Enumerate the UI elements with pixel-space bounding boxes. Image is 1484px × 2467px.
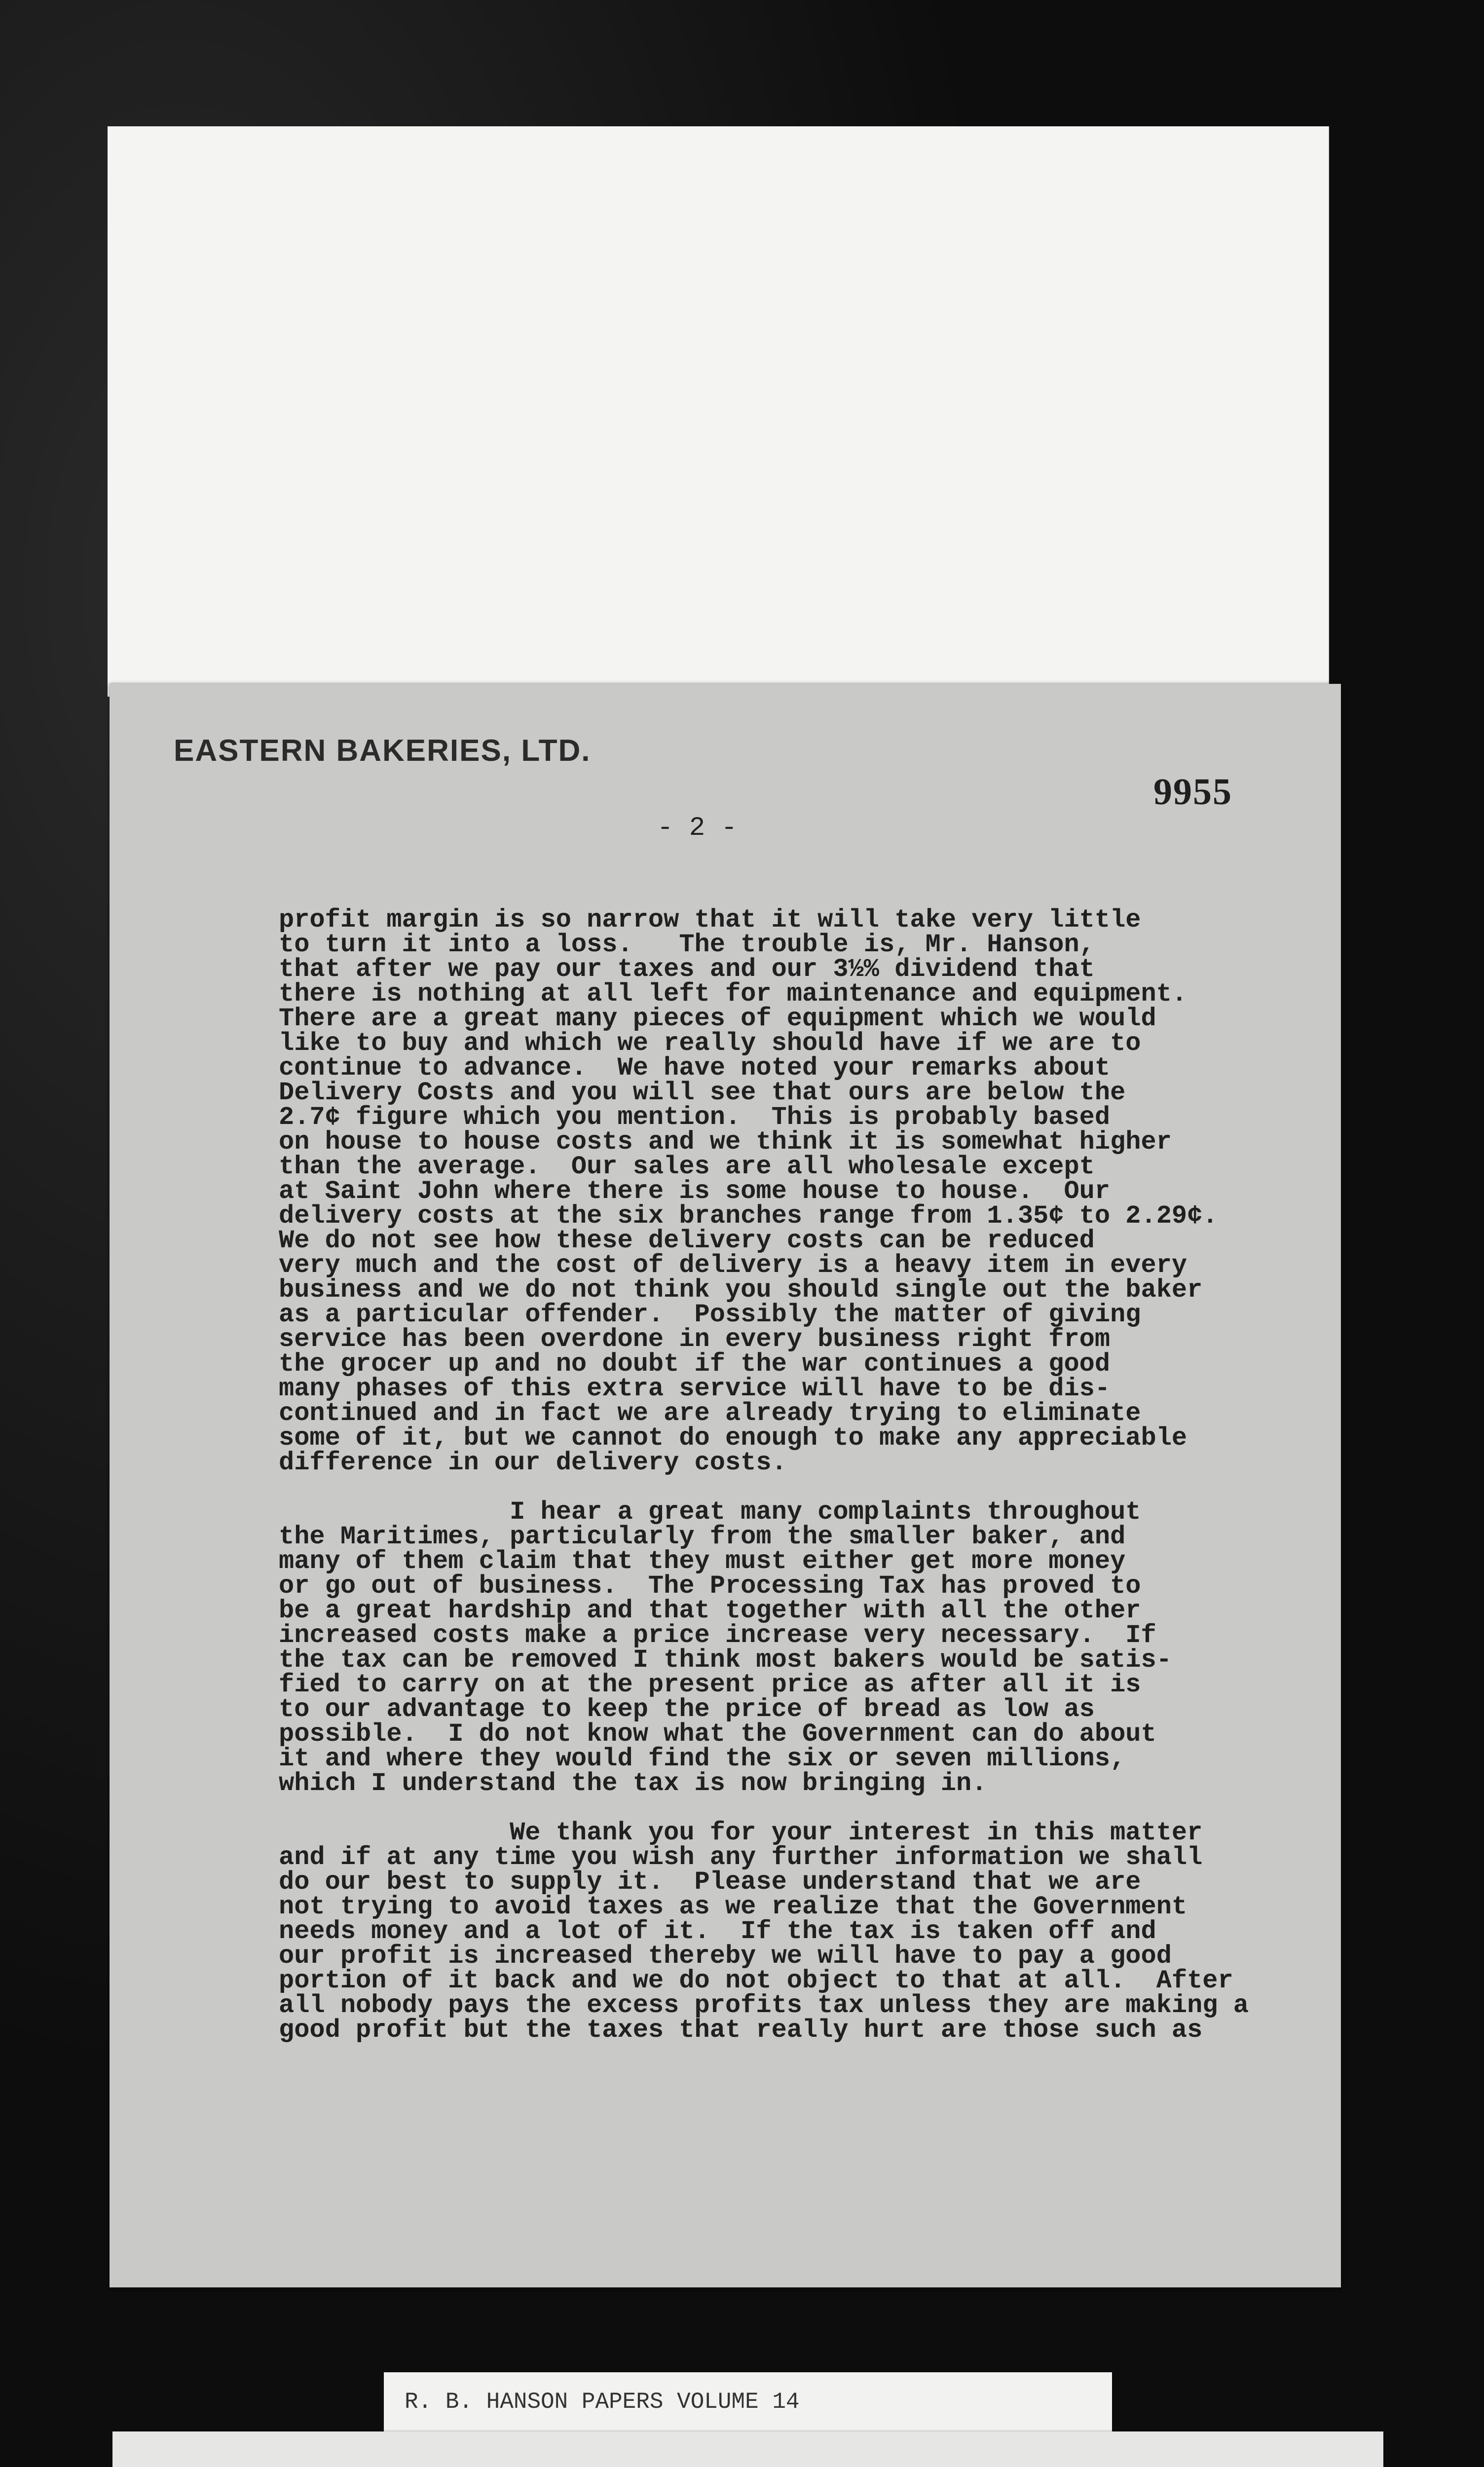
back-sheet xyxy=(108,126,1329,697)
body-line: like to buy and which we really should have if we are to xyxy=(279,1029,1141,1058)
body-line: increased costs make a price increase very necessary. If xyxy=(279,1621,1156,1650)
paragraph-gap xyxy=(279,1475,1295,1500)
body-line: Delivery Costs and you will see that ours are below the xyxy=(279,1078,1126,1107)
body-line: I hear a great many complaints throughout xyxy=(279,1497,1141,1527)
body-line: there is nothing at all left for maintenance and equipment. xyxy=(279,979,1187,1009)
body-line: difference in our delivery costs. xyxy=(279,1448,787,1477)
body-line: our profit is increased thereby we will have to pay a good xyxy=(279,1942,1172,1971)
body-line: portion of it back and we do not object to that at all. After xyxy=(279,1966,1233,1995)
body-line: be a great hardship and that together with all the other xyxy=(279,1596,1141,1625)
body-line: all nobody pays the excess profits tax unless they are making a xyxy=(279,1991,1249,2020)
body-line: than the average. Our sales are all wholesale except xyxy=(279,1152,1095,1181)
body-line: which I understand the tax is now bringing in. xyxy=(279,1769,987,1798)
body-line: the Maritimes, particularly from the smaller baker, and xyxy=(279,1522,1126,1551)
body-line: There are a great many pieces of equipment which we would xyxy=(279,1004,1156,1033)
page-number: - 2 - xyxy=(657,813,738,843)
body-line: many of them claim that they must either get more money xyxy=(279,1547,1126,1576)
body-line: continue to advance. We have noted your remarks about xyxy=(279,1053,1111,1083)
letter-page xyxy=(110,684,1341,2287)
document-number: 9955 xyxy=(1153,771,1232,813)
paragraph-gap xyxy=(279,1796,1295,1821)
body-line: delivery costs at the six branches range from 1.35¢ to 2.29¢. xyxy=(279,1201,1218,1231)
body-line: to our advantage to keep the price of bread as low as xyxy=(279,1695,1095,1724)
body-line: business and we do not think you should single out the baker xyxy=(279,1275,1203,1305)
body-line: and if at any time you wish any further information we shall xyxy=(279,1843,1203,1872)
body-line: many phases of this extra service will have to be dis- xyxy=(279,1374,1111,1403)
body-line: to turn it into a loss. The trouble is, Mr. Hanson, xyxy=(279,930,1095,959)
body-line: fied to carry on at the present price as after all it is xyxy=(279,1670,1141,1699)
body-line: profit margin is so narrow that it will take very little xyxy=(279,905,1141,934)
body-line: 2.7¢ figure which you mention. This is probably based xyxy=(279,1103,1111,1132)
archive-label-text: R. B. HANSON PAPERS VOLUME 14 xyxy=(405,2389,800,2415)
body-line: or go out of business. The Processing Tax has proved to xyxy=(279,1571,1141,1601)
archive-stamp xyxy=(112,2431,1383,2467)
body-line: the tax can be removed I think most bakers would be satis- xyxy=(279,1645,1172,1675)
body-line: We do not see how these delivery costs can be reduced xyxy=(279,1226,1095,1255)
body-line: do our best to supply it. Please understand that we are xyxy=(279,1868,1141,1897)
body-line: not trying to avoid taxes as we realize that the Government xyxy=(279,1892,1187,1921)
body-line: needs money and a lot of it. If the tax is taken off and xyxy=(279,1917,1156,1946)
letter-body xyxy=(279,905,1295,2045)
body-line: that after we pay our taxes and our 3½% dividend that xyxy=(279,955,1095,984)
body-line: some of it, but we cannot do enough to make any appreciable xyxy=(279,1423,1187,1453)
letterhead: EASTERN BAKERIES, LTD. xyxy=(174,734,591,768)
body-line: it and where they would find the six or seven millions, xyxy=(279,1744,1126,1773)
body-line: on house to house costs and we think it is somewhat higher xyxy=(279,1127,1172,1157)
body-line: We thank you for your interest in this matter xyxy=(279,1818,1203,1847)
body-line: service has been overdone in every business right from xyxy=(279,1325,1111,1354)
body-line: the grocer up and no doubt if the war continues a good xyxy=(279,1349,1111,1379)
archive-label xyxy=(384,2372,1112,2431)
body-line: very much and the cost of delivery is a heavy item in every xyxy=(279,1251,1187,1280)
body-line: good profit but the taxes that really hurt are those such as xyxy=(279,2016,1203,2045)
body-line: as a particular offender. Possibly the matter of giving xyxy=(279,1300,1141,1329)
body-line: at Saint John where there is some house to house. Our xyxy=(279,1177,1111,1206)
body-line: continued and in fact we are already trying to eliminate xyxy=(279,1399,1141,1428)
body-line: possible. I do not know what the Government can do about xyxy=(279,1719,1156,1749)
